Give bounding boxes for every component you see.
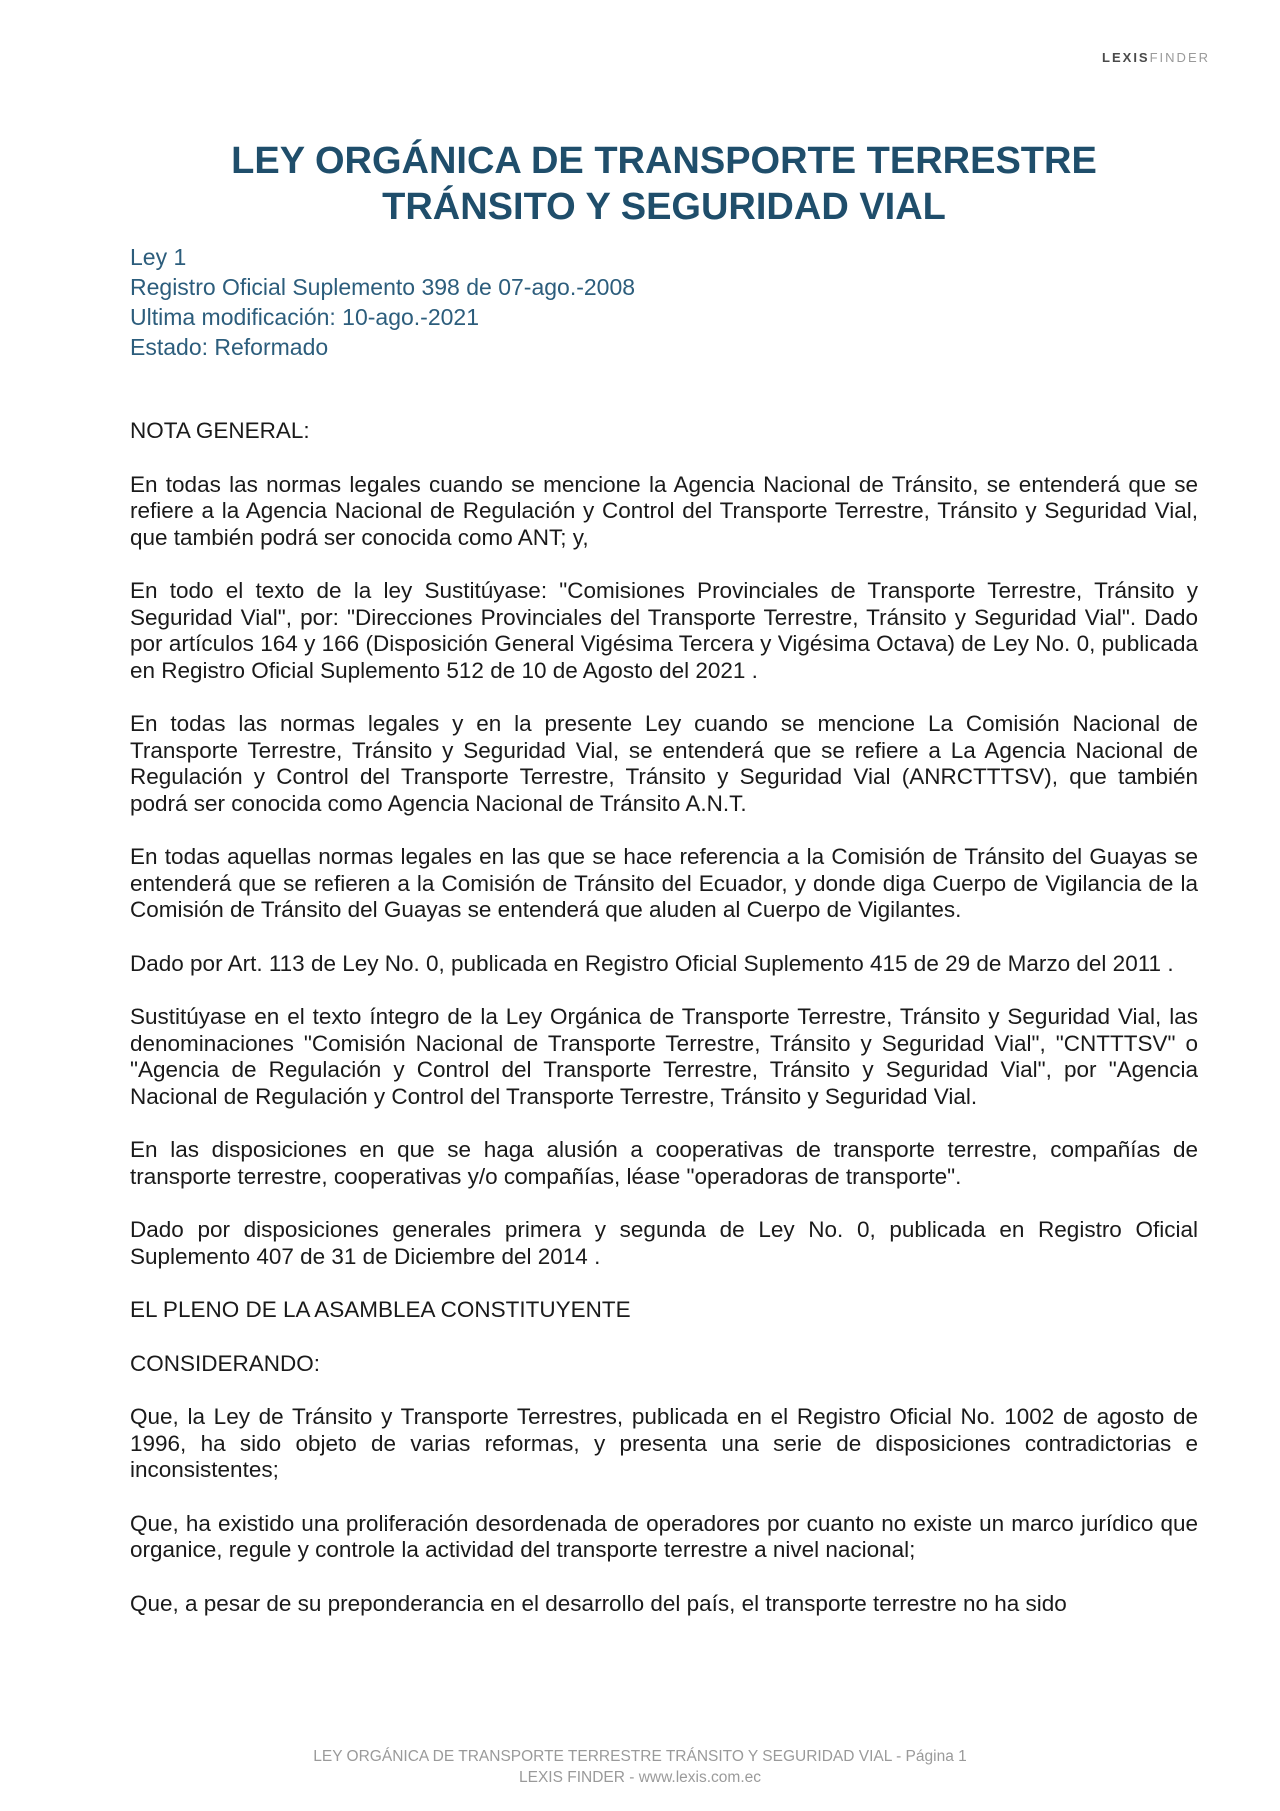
paragraph: En las disposiciones en que se haga alusión a cooperativas de transporte terrestre, compañías de transporte terrestre, cooperativas y/o compañías, léase "operadoras de transporte". bbox=[130, 1137, 1198, 1189]
footer-title: LEY ORGÁNICA DE TRANSPORTE TERRESTRE TRÁNSITO Y SEGURIDAD VIAL - Página 1 bbox=[313, 1748, 967, 1765]
page-footer bbox=[0, 1746, 1280, 1788]
paragraph: Que, la Ley de Tránsito y Transporte Terrestres, publicada en el Registro Oficial No. 1002 de agosto de 1996, ha sido objeto de varias reformas, y presenta una serie de disposiciones contradictorias e inconsistentes; bbox=[130, 1404, 1198, 1482]
paragraph: Que, a pesar de su preponderancia en el desarrollo del país, el transporte terrestre no ha sido bbox=[130, 1590, 1067, 1616]
document-metadata bbox=[130, 242, 1198, 362]
paragraph: En todo el texto de la ley Sustitúyase: "Comisiones Provinciales de Transporte Terrestre, Tránsito y Seguridad Vial", por: "Direcciones Provinciales del Transporte Terrestre, Tránsito y Seguridad Vial". Dado por artículos 164 y 166 (Disposición General Vigésima Tercera y Vigésima Octava) de Ley No. 0, publicada en Registro Oficial Suplemento 512 de 10 de Agosto del 2021 . bbox=[130, 578, 1198, 683]
title-line-1: LEY ORGÁNICA DE TRANSPORTE TERRESTRE bbox=[231, 140, 1097, 182]
paragraph: Dado por Art. 113 de Ley No. 0, publicada en Registro Oficial Suplemento 415 de 29 de Marzo del 2011 . bbox=[130, 950, 1174, 976]
paragraph: En todas las normas legales y en la presente Ley cuando se mencione La Comisión Nacional de Transporte Terrestre, Tránsito y Seguridad Vial, se entenderá que se refiere a La Agencia Nacional de Regulación y Control del Transporte Terrestre, Tránsito y Seguridad Vial (ANRCTTTSV), que también podrá ser conocida como Agencia Nacional de Tránsito A.N.T. bbox=[130, 711, 1198, 816]
paragraph: Que, ha existido una proliferación desordenada de operadores por cuanto no existe un marco jurídico que organice, regule y controle la actividad del transporte terrestre a nivel nacional; bbox=[130, 1510, 1198, 1562]
brand-logo-light: FINDER bbox=[1149, 50, 1210, 65]
title-line-2: TRÁNSITO Y SEGURIDAD VIAL bbox=[382, 186, 946, 228]
brand-logo-bold: LEXIS bbox=[1102, 50, 1150, 65]
paragraph: En todas aquellas normas legales en las que se hace referencia a la Comisión de Tránsito del Guayas se entenderá que se refieren a la Comisión de Tránsito del Ecuador, y donde diga Cuerpo de Vigilancia de la Comisión de Tránsito del Guayas se entenderá que aluden al Cuerpo de Vigilantes. bbox=[130, 844, 1198, 922]
paragraph: EL PLENO DE LA ASAMBLEA CONSTITUYENTE bbox=[130, 1297, 631, 1322]
meta-registry: Registro Oficial Suplemento 398 de 07-ago.-2008 bbox=[130, 274, 636, 300]
paragraph: En todas las normas legales cuando se mencione la Agencia Nacional de Tránsito, se entenderá que se refiere a la Agencia Nacional de Regulación y Control del Transporte Terrestre, Tránsito y Seguridad Vial, que también podrá ser conocida como ANT; y, bbox=[130, 471, 1198, 550]
paragraph: Dado por disposiciones generales primera y segunda de Ley No. 0, publicada en Registro Oficial Suplemento 407 de 31 de Diciembre del 2014 . bbox=[130, 1217, 1198, 1269]
document-title bbox=[130, 138, 1198, 230]
footer-source: LEXIS FINDER - www.lexis.com.ec bbox=[518, 1769, 762, 1786]
brand-logo bbox=[1102, 50, 1210, 65]
paragraph: Sustitúyase en el texto íntegro de la Ley Orgánica de Transporte Terrestre, Tránsito y Seguridad Vial, las denominaciones "Comisión Nacional de Transporte Terrestre, Tránsito y Seguridad Vial", "CNTTTSV" o "Agencia de Regulación y Control del Transporte Terrestre, Tránsito y Seguridad Vial", por "Agencia Nacional de Regulación y Control del Transporte Terrestre, Tránsito y Seguridad Vial. bbox=[130, 1004, 1198, 1109]
meta-law-number: Ley 1 bbox=[130, 244, 187, 270]
meta-last-modified: Ultima modificación: 10-ago.-2021 bbox=[130, 304, 480, 330]
document-body bbox=[130, 138, 1198, 1617]
paragraph: CONSIDERANDO: bbox=[130, 1350, 321, 1376]
meta-status: Estado: Reformado bbox=[130, 334, 329, 360]
paragraph: NOTA GENERAL: bbox=[130, 418, 310, 443]
